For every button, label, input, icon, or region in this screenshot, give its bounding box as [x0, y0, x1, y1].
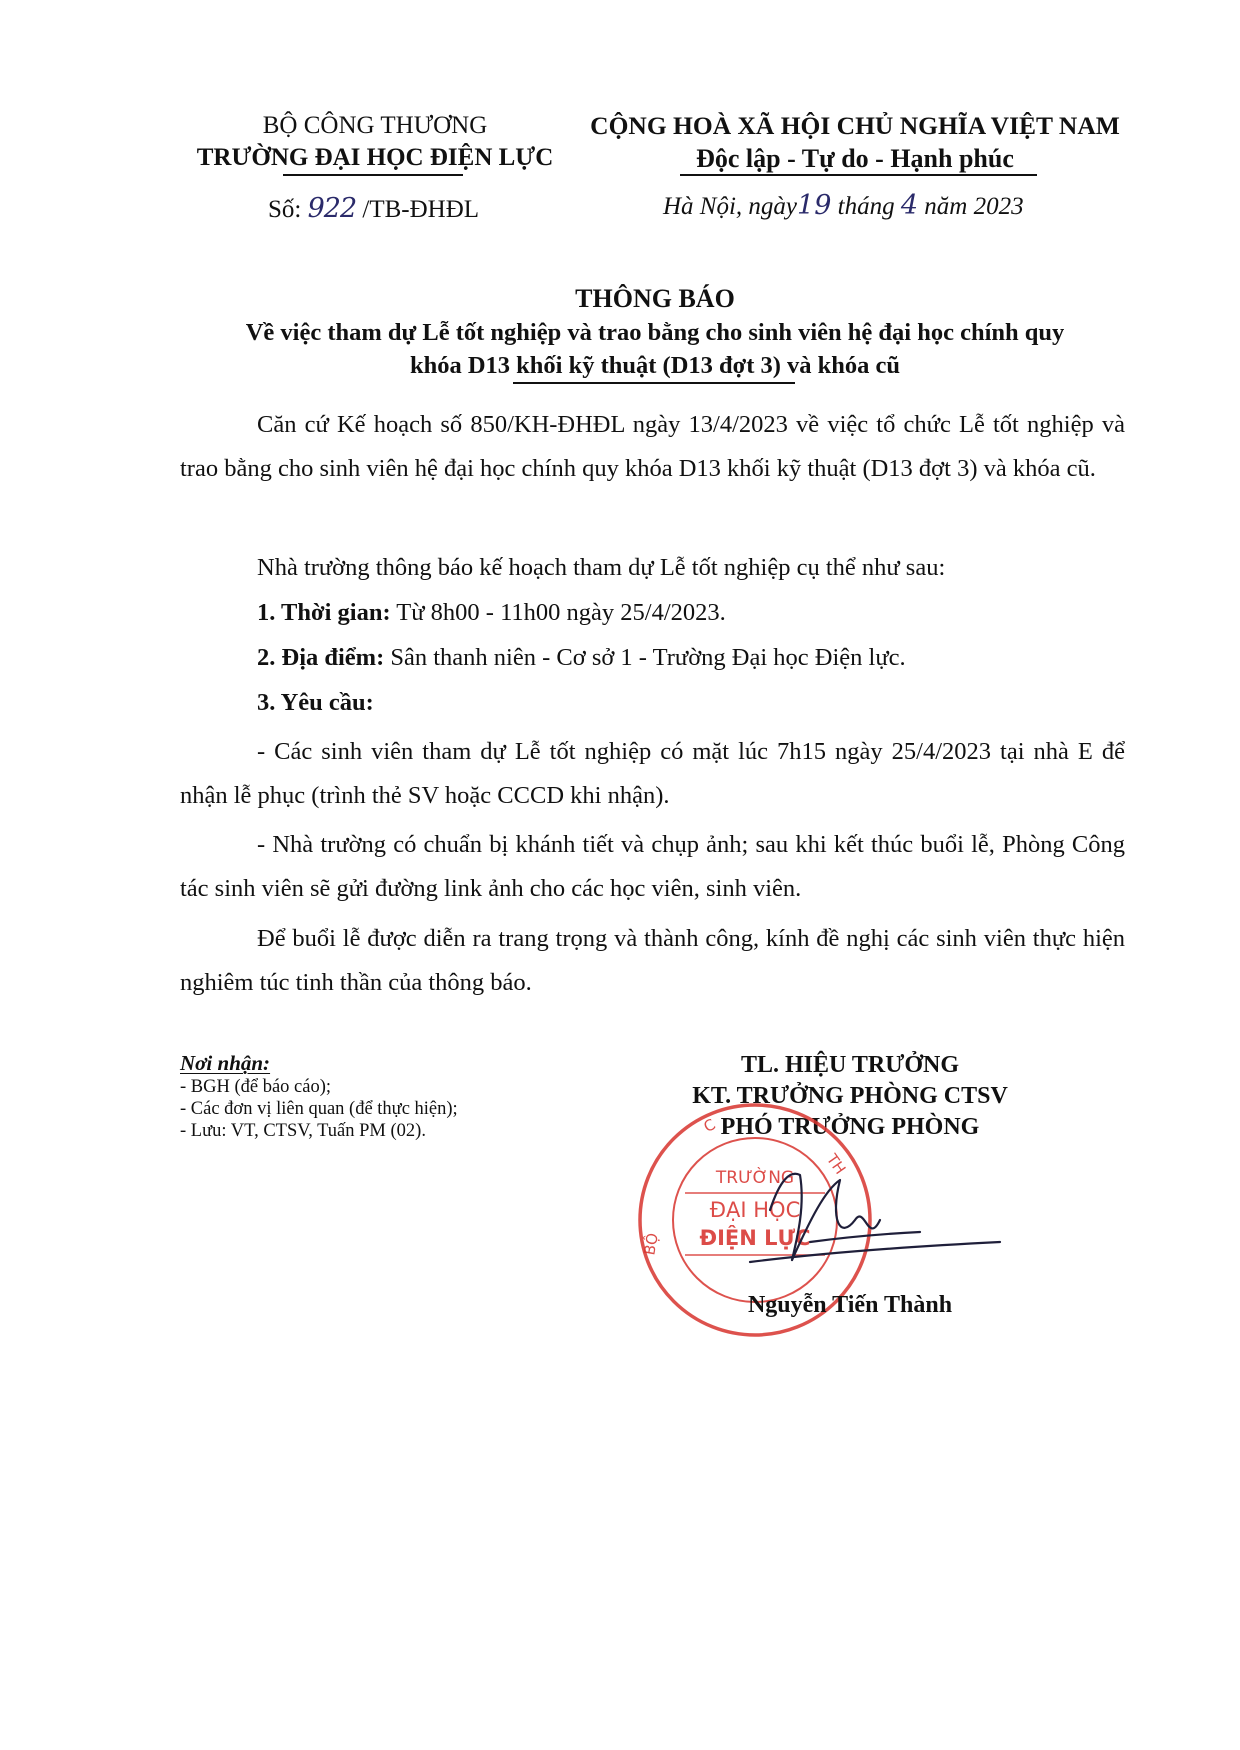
recipient-item: - Lưu: VT, CTSV, Tuấn PM (02). [180, 1121, 426, 1141]
time-value: Từ 8h00 - 11h00 ngày 25/4/2023. [390, 599, 726, 626]
item-time [180, 591, 1125, 635]
signature-title-1: TL. HIỆU TRƯỞNG [740, 1052, 960, 1078]
date-year: năm 2023 [924, 193, 1024, 220]
document-title: THÔNG BÁO [575, 284, 735, 313]
requirement-2: - Nhà trường có chuẩn bị khánh tiết và chụp ảnh; sau khi kết thúc buổi lễ, Phòng Công tác sinh viên sẽ gửi đường link ảnh cho các học viên, sinh viên. [180, 831, 1125, 902]
document-number [268, 193, 479, 226]
recipient-item: - BGH (để báo cáo); [180, 1077, 332, 1097]
item-requirements-label: 3. Yêu cầu: [257, 689, 374, 716]
stamp-ring-top: C [700, 1115, 719, 1137]
stamp-line-2: ĐẠI HỌC [709, 1198, 801, 1222]
date-month: 4 [900, 190, 919, 221]
paragraph-basis: Căn cứ Kế hoạch số 850/KH-ĐHĐL ngày 13/4/2023 về việc tổ chức Lễ tốt nghiệp và trao bằng cho sinh viên hệ đại học chính quy khóa D13 khối kỹ thuật (D13 đợt 3) và khóa cũ. [180, 411, 1125, 482]
motto-underline [680, 174, 1037, 176]
date-place: Hà Nội, ngày [663, 193, 798, 220]
place-value: Sân thanh niên - Cơ sở 1 - Trường Đại học Điện lực. [384, 644, 906, 671]
number-suffix: /TB-ĐHĐL [362, 196, 480, 223]
signer-name: Nguyễn Tiến Thành [747, 1292, 953, 1318]
number-handwritten: 922 [307, 193, 357, 224]
school-name: TRƯỜNG ĐẠI HỌC ĐIỆN LỰC [196, 144, 554, 171]
stamp-ring-right: TH [822, 1150, 850, 1178]
paragraph-announcement: Nhà trường thông báo kế hoạch tham dự Lễ tốt nghiệp cụ thể như sau: [257, 554, 946, 581]
place-label: 2. Địa điểm: [257, 644, 385, 671]
recipients-block [180, 1050, 600, 1142]
national-motto: Độc lập - Tự do - Hạnh phúc [696, 144, 1014, 173]
number-prefix: Số: [268, 196, 302, 223]
header-left [175, 110, 575, 174]
recipient-item: - Các đơn vị liên quan (để thực hiện); [180, 1099, 458, 1119]
signature-title-2: KT. TRƯỞNG PHÒNG CTSV [692, 1083, 1008, 1109]
date-month-label: tháng [837, 193, 895, 220]
date-line [663, 190, 1024, 223]
subtitle-line-1: Về việc tham dự Lễ tốt nghiệp và trao bằng cho sinh viên hệ đại học chính quy [245, 319, 1065, 346]
subtitle-line-2: khóa D13 khối kỹ thuật (D13 đợt 3) và khóa cũ [409, 352, 901, 379]
closing-paragraph: Để buổi lễ được diễn ra trang trọng và thành công, kính đề nghị các sinh viên thực hiện nghiêm túc tinh thần của thông báo. [180, 925, 1125, 996]
ministry-name: BỘ CÔNG THƯƠNG [262, 112, 488, 139]
handwritten-signature [690, 1150, 1010, 1290]
item-place [180, 636, 1125, 680]
stamp-line-3: ĐIỆN LỰC [699, 1226, 811, 1250]
country-name: CỘNG HOÀ XÃ HỘI CHỦ NGHĨA VIỆT NAM [590, 111, 1120, 140]
date-day: 19 [797, 190, 832, 221]
recipients-title: Nơi nhận: [180, 1051, 271, 1075]
time-label: 1. Thời gian: [257, 599, 391, 626]
stamp-line-1: TRƯỜNG [715, 1168, 795, 1188]
signature-title-3: PHÓ TRƯỞNG PHÒNG [720, 1114, 980, 1140]
subtitle-underline [513, 382, 795, 384]
school-underline [283, 174, 463, 176]
stamp-ring-left: BỘ [640, 1231, 662, 1257]
requirement-1: - Các sinh viên tham dự Lễ tốt nghiệp có mặt lúc 7h15 ngày 25/4/2023 tại nhà E để nhận lễ phục (trình thẻ SV hoặc CCCD khi nhận). [180, 738, 1125, 809]
